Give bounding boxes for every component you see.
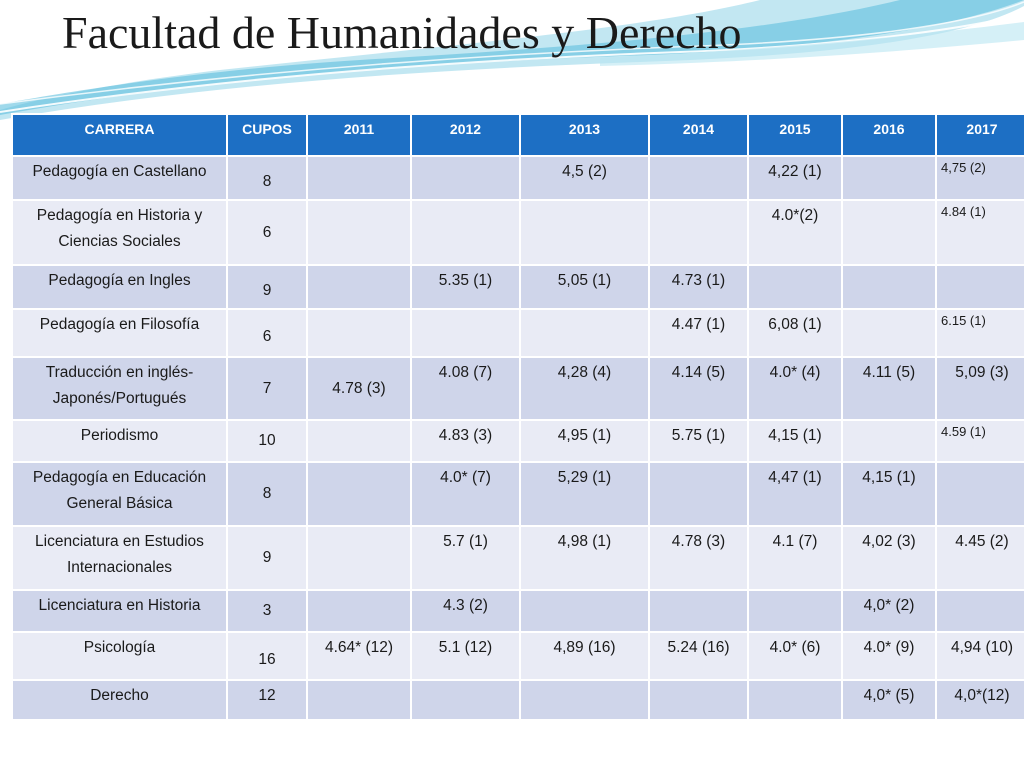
cell-carrera: Psicología xyxy=(13,633,226,679)
cell-2011 xyxy=(308,681,410,719)
cell-2017: 4.59 (1) xyxy=(937,421,1024,461)
cell-carrera: Pedagogía en Castellano xyxy=(13,157,226,199)
cell-2016: 4,15 (1) xyxy=(843,463,935,525)
cell-2011 xyxy=(308,527,410,589)
cell-2016 xyxy=(843,266,935,308)
cell-cupos: 6 xyxy=(228,310,306,356)
cell-2016: 4.0* (9) xyxy=(843,633,935,679)
cell-2016: 4,02 (3) xyxy=(843,527,935,589)
cell-2014 xyxy=(650,591,747,631)
header-row xyxy=(13,115,1024,155)
table-row xyxy=(13,310,1024,356)
cell-2016 xyxy=(843,157,935,199)
cell-2014: 4.47 (1) xyxy=(650,310,747,356)
cell-2016: 4,0* (5) xyxy=(843,681,935,719)
cell-2015: 6,08 (1) xyxy=(749,310,841,356)
header-2016: 2016 xyxy=(843,115,935,155)
cell-2015 xyxy=(749,681,841,719)
cell-2017: 4.45 (2) xyxy=(937,527,1024,589)
cell-2013: 4,28 (4) xyxy=(521,358,648,419)
cell-2017: 4,94 (10) xyxy=(937,633,1024,679)
cell-2011 xyxy=(308,266,410,308)
cell-2015: 4,15 (1) xyxy=(749,421,841,461)
cell-2012 xyxy=(412,310,519,356)
admissions-table xyxy=(11,113,1024,721)
cell-2014 xyxy=(650,681,747,719)
cell-2012: 4.0* (7) xyxy=(412,463,519,525)
cell-2017 xyxy=(937,463,1024,525)
cell-2015: 4.0* (6) xyxy=(749,633,841,679)
cell-2012 xyxy=(412,681,519,719)
header-carrera: CARRERA xyxy=(13,115,226,155)
cell-2012: 4.08 (7) xyxy=(412,358,519,419)
header-2013: 2013 xyxy=(521,115,648,155)
cell-2011 xyxy=(308,591,410,631)
cell-2012 xyxy=(412,201,519,264)
cell-2011 xyxy=(308,463,410,525)
cell-carrera: Derecho xyxy=(13,681,226,719)
cell-2014: 5.24 (16) xyxy=(650,633,747,679)
cell-2013 xyxy=(521,591,648,631)
cell-2011 xyxy=(308,201,410,264)
cell-cupos: 8 xyxy=(228,157,306,199)
header-2012: 2012 xyxy=(412,115,519,155)
cell-2014 xyxy=(650,463,747,525)
cell-2017 xyxy=(937,266,1024,308)
header-2017: 2017 xyxy=(937,115,1024,155)
cell-2013: 5,29 (1) xyxy=(521,463,648,525)
cell-carrera: Pedagogía en Filosofía xyxy=(13,310,226,356)
cell-2011 xyxy=(308,157,410,199)
cell-carrera: Periodismo xyxy=(13,421,226,461)
cell-cupos: 6 xyxy=(228,201,306,264)
cell-2017: 4,75 (2) xyxy=(937,157,1024,199)
cell-2013 xyxy=(521,310,648,356)
table-row xyxy=(13,591,1024,631)
cell-2012: 4.3 (2) xyxy=(412,591,519,631)
cell-cupos: 12 xyxy=(228,681,306,719)
cell-carrera: Pedagogía en Historia y Ciencias Sociales xyxy=(13,201,226,264)
cell-2017: 5,09 (3) xyxy=(937,358,1024,419)
cell-2017: 4,0*(12) xyxy=(937,681,1024,719)
cell-carrera: Licenciatura en Historia xyxy=(13,591,226,631)
page-title: Facultad de Humanidades y Derecho xyxy=(62,7,742,58)
cell-2015 xyxy=(749,591,841,631)
cell-cupos: 9 xyxy=(228,266,306,308)
cell-2013: 4,95 (1) xyxy=(521,421,648,461)
cell-cupos: 3 xyxy=(228,591,306,631)
cell-2013 xyxy=(521,201,648,264)
cell-2014 xyxy=(650,157,747,199)
cell-2013 xyxy=(521,681,648,719)
cell-2015: 4.0*(2) xyxy=(749,201,841,264)
cell-2015: 4,22 (1) xyxy=(749,157,841,199)
cell-2016 xyxy=(843,201,935,264)
cell-2012: 5.35 (1) xyxy=(412,266,519,308)
cell-2017 xyxy=(937,591,1024,631)
cell-cupos: 9 xyxy=(228,527,306,589)
table-row xyxy=(13,633,1024,679)
cell-2014 xyxy=(650,201,747,264)
cell-2015: 4.0* (4) xyxy=(749,358,841,419)
cell-2013: 5,05 (1) xyxy=(521,266,648,308)
cell-2012: 4.83 (3) xyxy=(412,421,519,461)
cell-2016: 4.11 (5) xyxy=(843,358,935,419)
table-row xyxy=(13,681,1024,719)
cell-2011 xyxy=(308,421,410,461)
cell-2015: 4.1 (7) xyxy=(749,527,841,589)
cell-2014: 4.78 (3) xyxy=(650,527,747,589)
cell-2016: 4,0* (2) xyxy=(843,591,935,631)
cell-2017: 6.15 (1) xyxy=(937,310,1024,356)
cell-2014: 5.75 (1) xyxy=(650,421,747,461)
header-2011: 2011 xyxy=(308,115,410,155)
cell-2014: 4.14 (5) xyxy=(650,358,747,419)
cell-2013: 4,98 (1) xyxy=(521,527,648,589)
cell-2013: 4,89 (16) xyxy=(521,633,648,679)
table-row xyxy=(13,421,1024,461)
table-row xyxy=(13,463,1024,525)
header-2015: 2015 xyxy=(749,115,841,155)
cell-2014: 4.73 (1) xyxy=(650,266,747,308)
cell-2016 xyxy=(843,310,935,356)
cell-2011: 4.78 (3) xyxy=(308,358,410,419)
header-cupos: CUPOS xyxy=(228,115,306,155)
cell-cupos: 7 xyxy=(228,358,306,419)
cell-carrera: Licenciatura en Estudios Internacionales xyxy=(13,527,226,589)
cell-cupos: 10 xyxy=(228,421,306,461)
table-row xyxy=(13,358,1024,419)
cell-carrera: Traducción en inglés-Japonés/Portugués xyxy=(13,358,226,419)
cell-cupos: 8 xyxy=(228,463,306,525)
cell-2013: 4,5 (2) xyxy=(521,157,648,199)
table-row xyxy=(13,157,1024,199)
cell-2012 xyxy=(412,157,519,199)
cell-2012: 5.1 (12) xyxy=(412,633,519,679)
cell-2015: 4,47 (1) xyxy=(749,463,841,525)
cell-cupos: 16 xyxy=(228,633,306,679)
table-row xyxy=(13,527,1024,589)
cell-2016 xyxy=(843,421,935,461)
cell-2011: 4.64* (12) xyxy=(308,633,410,679)
table-row xyxy=(13,266,1024,308)
cell-carrera: Pedagogía en Ingles xyxy=(13,266,226,308)
cell-2012: 5.7 (1) xyxy=(412,527,519,589)
cell-2011 xyxy=(308,310,410,356)
cell-2015 xyxy=(749,266,841,308)
table-row xyxy=(13,201,1024,264)
cell-2017: 4.84 (1) xyxy=(937,201,1024,264)
header-2014: 2014 xyxy=(650,115,747,155)
cell-carrera: Pedagogía en Educación General Básica xyxy=(13,463,226,525)
